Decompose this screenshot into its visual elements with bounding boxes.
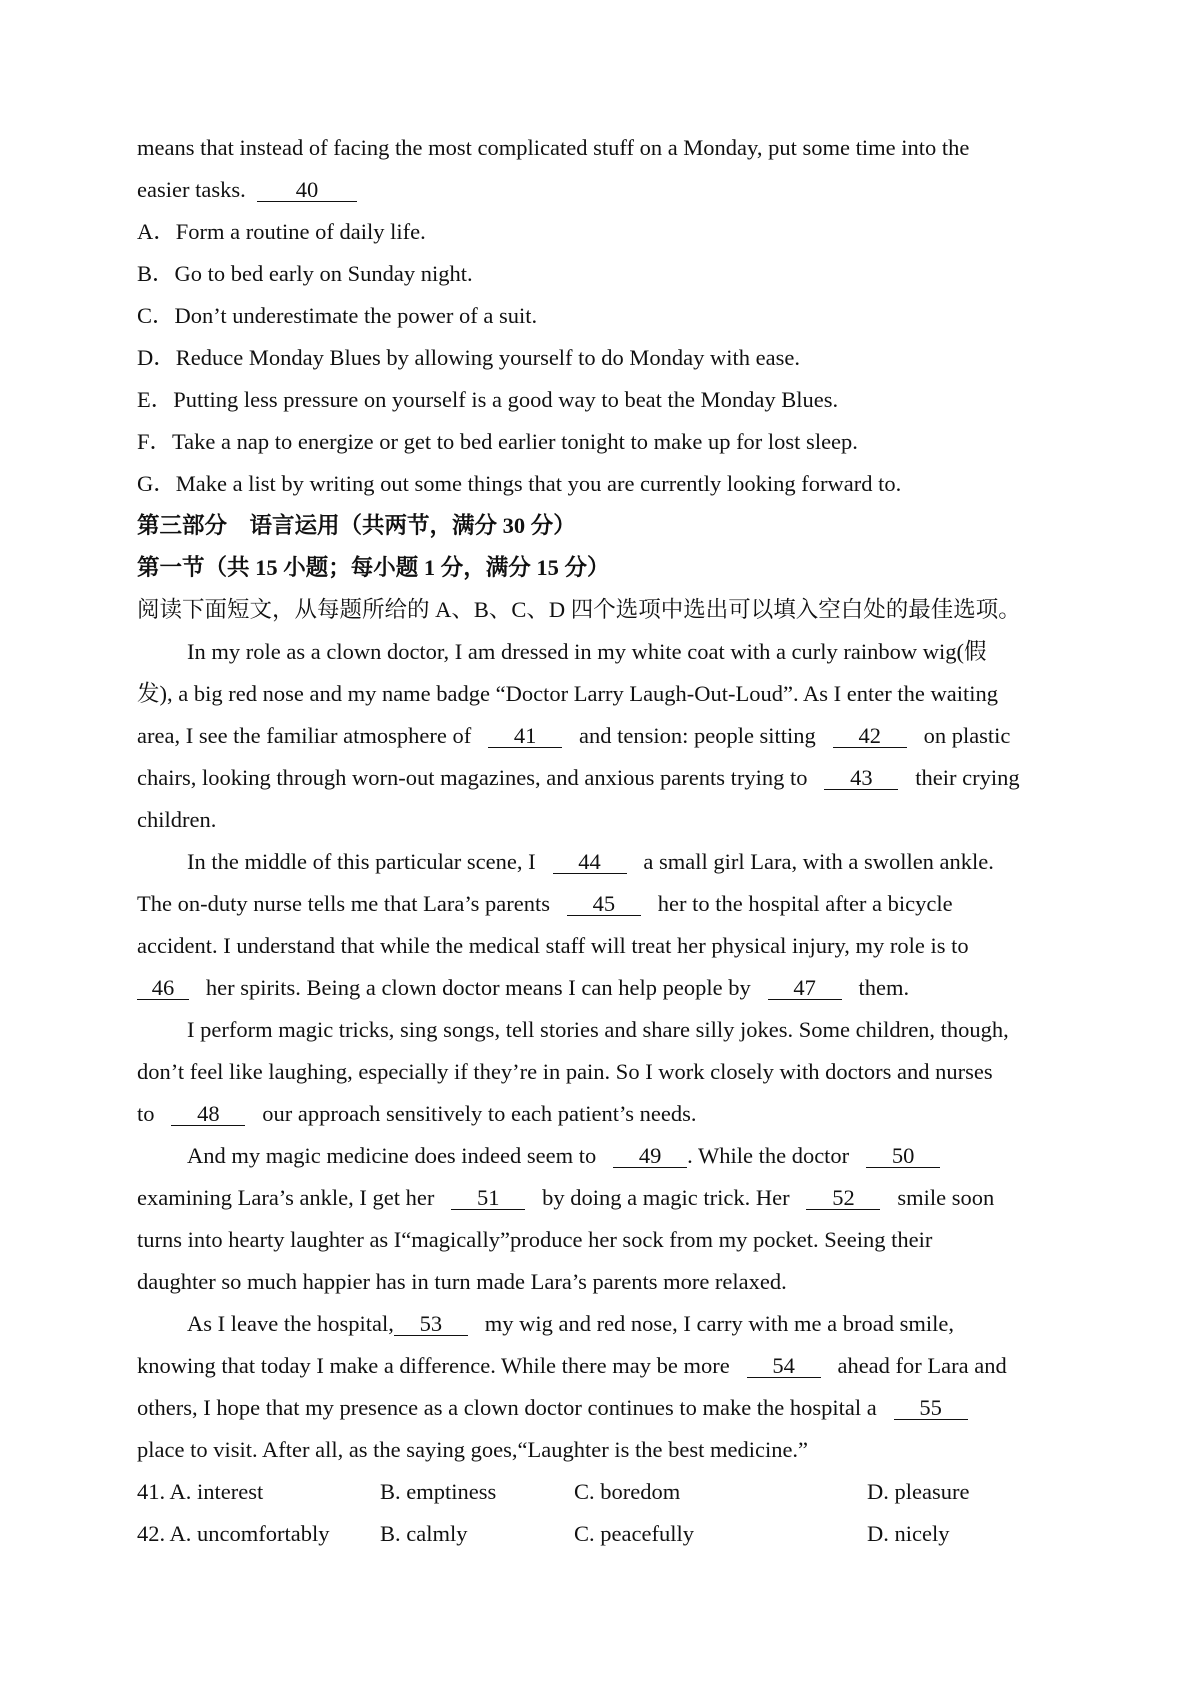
- option-d: D．Reduce Monday Blues by allowing yourself to do Monday with ease.: [137, 345, 801, 370]
- blank-53: 53: [394, 1313, 468, 1336]
- section-heading-num: 30: [502, 513, 526, 538]
- p1-l3-c: on plastic: [923, 723, 1011, 748]
- p1-l4-b: their crying: [915, 765, 1020, 790]
- blank-45: 45: [567, 893, 641, 916]
- p2-line-4: [137, 973, 909, 1003]
- p5-l3-a: others, I hope that my presence as a clown doctor continues to make the hospital a: [137, 1395, 877, 1420]
- p3-l3-a: to: [137, 1101, 155, 1126]
- blank-42: 42: [833, 725, 907, 748]
- p5-line-4: place to visit. After all, as the saying goes,“Laughter is the best medicine.”: [137, 1437, 809, 1462]
- blank-44: 44: [553, 851, 627, 874]
- p1-l3-a: area, I see the familiar atmosphere of: [137, 723, 472, 748]
- section-heading-pre: 第三部分 语言运用（共两节，满分: [137, 513, 503, 538]
- p1-line-5: children.: [137, 807, 217, 832]
- p3-l3-b: our approach sensitively to each patient’s needs.: [262, 1101, 697, 1126]
- q41-option-c: C. boredom: [574, 1479, 681, 1504]
- p5-line-3: [137, 1393, 968, 1423]
- p5-line-1: [187, 1309, 954, 1339]
- p2-l4-b: her spirits. Being a clown doctor means I can help people by: [205, 975, 751, 1000]
- p3-line-3: [137, 1099, 697, 1129]
- intro-line-2: [137, 175, 357, 205]
- intro-line-1: means that instead of facing the most complicated stuff on a Monday, put some time into the: [137, 135, 970, 160]
- blank-47: 47: [768, 977, 842, 1000]
- q41-option-b: B. emptiness: [380, 1479, 497, 1504]
- instruction: 阅读下面短文，从每题所给的 A、B、C、D 四个选项中选出可以填入空白处的最佳选项。: [137, 597, 1021, 622]
- sub-pre: 第一节（共: [137, 555, 256, 580]
- p2-line-3: accident. I understand that while the medical staff will treat her physical injury, my role is to: [137, 933, 969, 958]
- q42-option-c: C. peacefully: [574, 1521, 694, 1546]
- p2-line-1: [187, 847, 994, 877]
- p4-line-4: daughter so much happier has in turn made Lara’s parents more relaxed.: [137, 1269, 787, 1294]
- q42-option-d: D. nicely: [867, 1521, 950, 1546]
- q42-option-b: B. calmly: [380, 1521, 468, 1546]
- intro-text: easier tasks.: [137, 177, 246, 202]
- section-heading-post: 分）: [525, 513, 576, 538]
- q41-option-a: 41. A. interest: [137, 1479, 264, 1504]
- p4-l2-b: by doing a magic trick. Her: [542, 1185, 790, 1210]
- option-e: E．Putting less pressure on yourself is a good way to beat the Monday Blues.: [137, 387, 839, 412]
- blank-50: 50: [866, 1145, 940, 1168]
- section-heading: [137, 511, 576, 541]
- blank-46: 46: [137, 977, 189, 1000]
- sub-mid2: 分，满分: [435, 555, 537, 580]
- blank-43: 43: [824, 767, 898, 790]
- p2-l1-b: a small girl Lara, with a swollen ankle.: [643, 849, 994, 874]
- p1-line-2: 发), a big red nose and my name badge “Doctor Larry Laugh-Out-Loud”. As I enter the waiting: [137, 681, 998, 706]
- p3-line-2: don’t feel like laughing, especially if they’re in pain. So I work closely with doctors and nurses: [137, 1059, 993, 1084]
- p4-l2-c: smile soon: [897, 1185, 995, 1210]
- blank-41: 41: [488, 725, 562, 748]
- p2-l2-b: her to the hospital after a bicycle: [657, 891, 953, 916]
- sub-post: 分）: [558, 555, 610, 580]
- p5-l2-a: knowing that today I make a difference. While there may be more: [137, 1353, 730, 1378]
- blank-54: 54: [747, 1355, 821, 1378]
- p1-line-3: [137, 721, 1010, 751]
- p4-l2-a: examining Lara’s ankle, I get her: [137, 1185, 435, 1210]
- option-a: A．Form a routine of daily life.: [137, 219, 426, 244]
- p4-line-2: [137, 1183, 994, 1213]
- p5-l1-b: my wig and red nose, I carry with me a broad smile,: [484, 1311, 954, 1336]
- p1-line-4: [137, 763, 1020, 793]
- p1-l3-b: and tension: people sitting: [578, 723, 816, 748]
- sub-n3: 15: [536, 555, 559, 580]
- blank-49: 49: [613, 1145, 687, 1168]
- p4-l1-a: And my magic medicine does indeed seem to: [187, 1143, 597, 1168]
- blank-52: 52: [806, 1187, 880, 1210]
- p2-line-2: [137, 889, 953, 919]
- q41-option-d: D. pleasure: [867, 1479, 970, 1504]
- p3-line-1: I perform magic tricks, sing songs, tell stories and share silly jokes. Some children, though,: [187, 1017, 1009, 1042]
- p1-line-1: In my role as a clown doctor, I am dressed in my white coat with a curly rainbow wig(假: [187, 639, 987, 664]
- option-c: C．Don’t underestimate the power of a suit.: [137, 303, 538, 328]
- p4-l1-b: . While the doctor: [687, 1143, 850, 1168]
- option-f: F．Take a nap to energize or get to bed earlier tonight to make up for lost sleep.: [137, 429, 858, 454]
- p2-l4-c: them.: [858, 975, 910, 1000]
- option-g: G．Make a list by writing out some things that you are currently looking forward to.: [137, 471, 902, 496]
- q42-option-a: 42. A. uncomfortably: [137, 1521, 330, 1546]
- p1-l4-a: chairs, looking through worn-out magazines, and anxious parents trying to: [137, 765, 808, 790]
- blank-48: 48: [171, 1103, 245, 1126]
- sub-n1: 15: [255, 555, 278, 580]
- blank-51: 51: [451, 1187, 525, 1210]
- p5-l2-b: ahead for Lara and: [837, 1353, 1007, 1378]
- blank-55: 55: [894, 1397, 968, 1420]
- subsection-heading: [137, 553, 610, 583]
- sub-mid1: 小题；每小题: [277, 555, 424, 580]
- p5-l1-a: As I leave the hospital,: [187, 1311, 394, 1336]
- option-b: B．Go to bed early on Sunday night.: [137, 261, 473, 286]
- sub-n2: 1: [423, 555, 436, 580]
- p4-line-3: turns into hearty laughter as I“magically”produce her sock from my pocket. Seeing their: [137, 1227, 933, 1252]
- p4-line-1: [187, 1141, 940, 1171]
- p5-line-2: [137, 1351, 1007, 1381]
- blank-40: 40: [257, 179, 357, 202]
- p2-l2-a: The on-duty nurse tells me that Lara’s parents: [137, 891, 550, 916]
- p2-l1-a: In the middle of this particular scene, I: [187, 849, 536, 874]
